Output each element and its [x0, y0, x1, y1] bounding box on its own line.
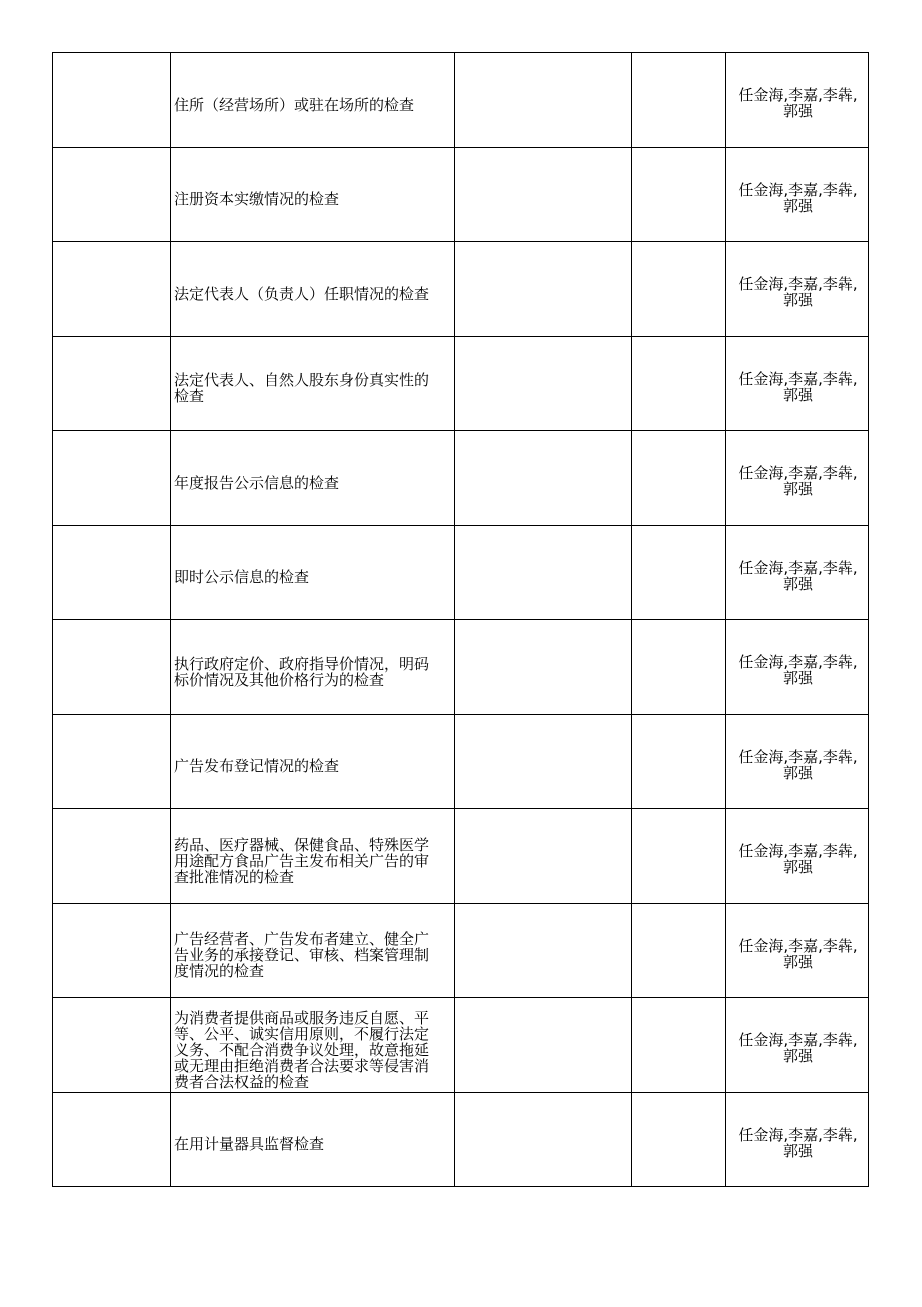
table-row	[53, 336, 869, 431]
inspection-item-text: 年度报告公示信息的检查	[174, 473, 340, 492]
inspector-names-text: 任金海,李嘉,李犇,郭强	[738, 842, 858, 876]
inspector-names-text: 任金海,李嘉,李犇,郭强	[738, 86, 858, 120]
inspection-item-cell	[171, 525, 455, 620]
inspection-item-text: 为消费者提供商品或服务违反自愿、平等、公平、诚实信用原则，不履行法定义务、不配合消费争议处理，故意拖延或无理由拒绝消费者合法要求等侵害消费者合法权益的检查	[174, 1008, 430, 1091]
empty-cell	[455, 809, 632, 904]
inspection-item-cell	[171, 431, 455, 526]
empty-cell	[53, 431, 171, 526]
table-row	[53, 53, 869, 148]
inspector-names-cell	[726, 620, 869, 715]
empty-cell	[632, 809, 726, 904]
empty-cell	[455, 336, 632, 431]
table-row	[53, 1092, 869, 1187]
empty-cell	[455, 714, 632, 809]
inspector-names-text: 任金海,李嘉,李犇,郭强	[738, 369, 858, 404]
table-row	[53, 809, 869, 904]
inspection-item-cell	[171, 1092, 455, 1187]
empty-cell	[53, 998, 171, 1093]
empty-cell	[53, 714, 171, 809]
empty-cell	[632, 431, 726, 526]
empty-cell	[53, 903, 171, 998]
inspector-names-text: 任金海,李嘉,李犇,郭强	[738, 180, 858, 215]
table-row	[53, 147, 869, 242]
inspection-item-text: 执行政府定价、政府指导价情况，明码标价情况及其他价格行为的检查	[174, 654, 430, 689]
inspection-item-text: 注册资本实缴情况的检查	[174, 190, 340, 209]
empty-cell	[53, 620, 171, 715]
inspection-item-cell	[171, 53, 455, 148]
table-row	[53, 903, 869, 998]
empty-cell	[632, 903, 726, 998]
empty-cell	[455, 998, 632, 1093]
inspector-names-cell	[726, 809, 869, 904]
inspection-item-text: 广告经营者、广告发布者建立、健全广告业务的承接登记、审核、档案管理制度情况的检查	[174, 930, 430, 981]
inspector-names-text: 任金海,李嘉,李犇,郭强	[738, 1031, 858, 1065]
empty-cell	[53, 809, 171, 904]
inspection-item-text: 在用计量器具监督检查	[174, 1135, 325, 1154]
inspector-names-text: 任金海,李嘉,李犇,郭强	[738, 747, 858, 782]
inspector-names-cell	[726, 998, 869, 1093]
inspection-item-cell	[171, 809, 455, 904]
inspector-names-cell	[726, 242, 869, 337]
inspection-item-text: 药品、医疗器械、保健食品、特殊医学用途配方食品广告主发布相关广告的审查批准情况的检查	[174, 835, 430, 886]
inspector-names-text: 任金海,李嘉,李犇,郭强	[738, 1125, 858, 1160]
inspection-item-text: 住所（经营场所）或驻在场所的检查	[174, 95, 415, 114]
inspector-names-cell	[726, 525, 869, 620]
empty-cell	[632, 525, 726, 620]
inspector-names-cell	[726, 1092, 869, 1187]
empty-cell	[455, 242, 632, 337]
table-row	[53, 525, 869, 620]
empty-cell	[632, 242, 726, 337]
inspector-names-cell	[726, 53, 869, 148]
empty-cell	[53, 336, 171, 431]
inspection-item-text: 法定代表人（负责人）任职情况的检查	[174, 284, 430, 303]
empty-cell	[632, 53, 726, 148]
table-row	[53, 620, 869, 715]
empty-cell	[455, 525, 632, 620]
table-body	[53, 53, 869, 1187]
empty-cell	[455, 620, 632, 715]
empty-cell	[632, 998, 726, 1093]
empty-cell	[455, 147, 632, 242]
inspector-names-cell	[726, 903, 869, 998]
inspection-table	[52, 52, 869, 1187]
inspection-item-cell	[171, 242, 455, 337]
empty-cell	[53, 53, 171, 148]
table-row	[53, 242, 869, 337]
inspector-names-text: 任金海,李嘉,李犇,郭强	[738, 936, 858, 971]
empty-cell	[455, 1092, 632, 1187]
inspector-names-text: 任金海,李嘉,李犇,郭强	[738, 558, 858, 593]
empty-cell	[455, 431, 632, 526]
empty-cell	[632, 1092, 726, 1187]
inspector-names-text: 任金海,李嘉,李犇,郭强	[738, 275, 858, 309]
empty-cell	[53, 147, 171, 242]
empty-cell	[53, 242, 171, 337]
inspection-item-cell	[171, 147, 455, 242]
inspection-item-cell	[171, 336, 455, 431]
table-row	[53, 431, 869, 526]
table-row	[53, 714, 869, 809]
empty-cell	[455, 903, 632, 998]
inspection-item-text: 法定代表人、自然人股东身份真实性的检查	[174, 371, 430, 406]
empty-cell	[53, 1092, 171, 1187]
empty-cell	[53, 525, 171, 620]
inspection-item-text: 广告发布登记情况的检查	[174, 757, 340, 776]
inspector-names-cell	[726, 714, 869, 809]
inspection-item-cell	[171, 903, 455, 998]
inspection-item-cell	[171, 620, 455, 715]
inspection-item-cell	[171, 998, 455, 1093]
inspection-item-cell	[171, 714, 455, 809]
table-row	[53, 998, 869, 1093]
empty-cell	[632, 620, 726, 715]
inspector-names-text: 任金海,李嘉,李犇,郭强	[738, 653, 858, 687]
inspection-item-text: 即时公示信息的检查	[174, 568, 310, 587]
empty-cell	[455, 53, 632, 148]
inspector-names-cell	[726, 147, 869, 242]
empty-cell	[632, 147, 726, 242]
inspector-names-cell	[726, 336, 869, 431]
empty-cell	[632, 714, 726, 809]
empty-cell	[632, 336, 726, 431]
inspector-names-text: 任金海,李嘉,李犇,郭强	[738, 464, 858, 498]
inspector-names-cell	[726, 431, 869, 526]
